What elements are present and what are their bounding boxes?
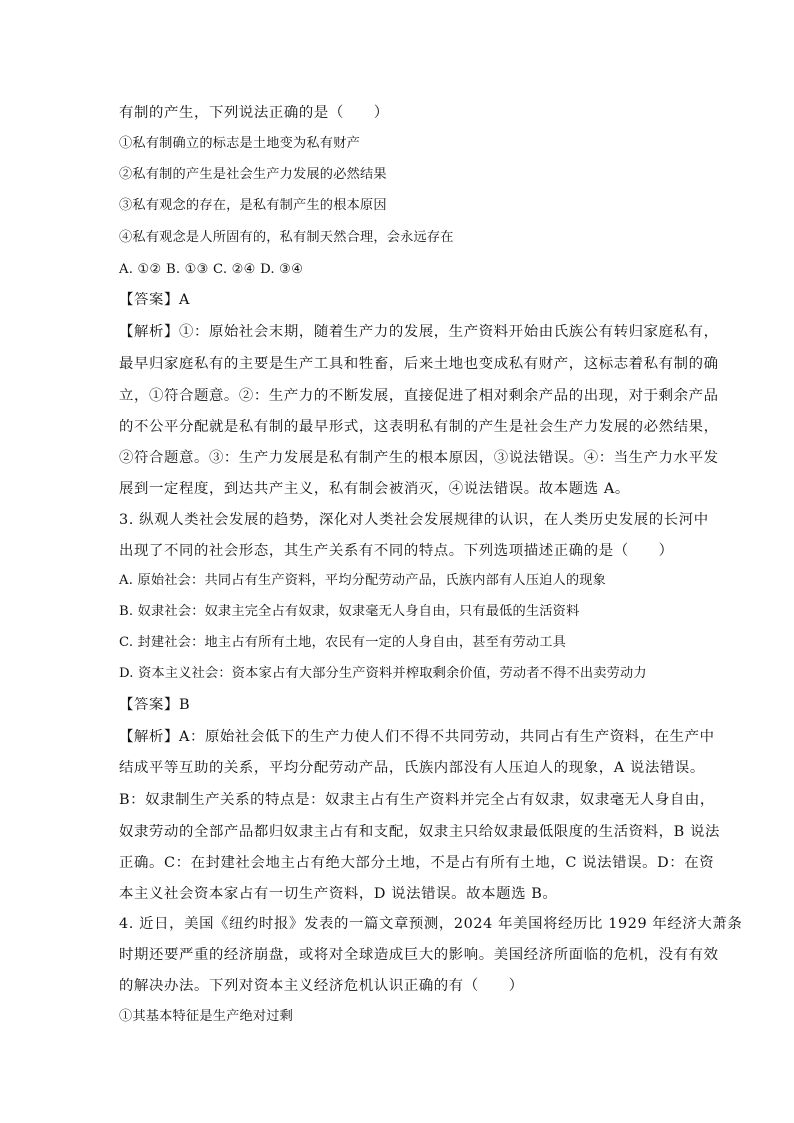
question-2-analysis-line-2: 最早归家庭私有的主要是生产工具和牲畜，后来土地也变成私有财产，这标志着私有制的确 xyxy=(119,356,719,372)
question-3-option-c: C. 封建社会：地主占有所有土地，农民有一定的人身自由，甚至有劳动工具 xyxy=(119,635,567,650)
question-2-analysis-line-5: ②符合题意。③：生产力发展是私有制产生的根本原因，③说法错误。④：当生产力水平发 xyxy=(119,450,719,466)
question-4-statement-1: ①其基本特征是生产绝对过剩 xyxy=(119,1009,294,1024)
question-4-stem-line-1: 4. 近日，美国《纽约时报》发表的一篇文章预测，2024 年美国将经历比 1929 年经济大萧条 xyxy=(119,916,743,932)
question-3-analysis-line-6: 本主义社会资本家占有一切生产资料，D 说法错误。故本题选 B。 xyxy=(119,886,558,902)
question-2-answer: 【答案】A xyxy=(119,292,190,308)
question-4-stem-line-2: 时期还要严重的经济崩盘，或将对全球造成巨大的影响。美国经济所面临的危机，没有有效 xyxy=(119,947,719,963)
question-3-stem-line-2: 出现了不同的社会形态，其生产关系有不同的特点。下列选项描述正确的是（ ） xyxy=(119,543,674,559)
question-3-answer: 【答案】B xyxy=(119,697,191,713)
question-2-analysis-line-6: 展到一定程度，到达共产主义，私有制会被消灭，④说法错误。故本题选 A。 xyxy=(119,481,630,497)
question-3-analysis-line-3: B：奴隶制生产关系的特点是：奴隶主占有生产资料并完全占有奴隶，奴隶毫无人身自由， xyxy=(119,792,715,808)
question-2-analysis-line-1: 【解析】①：原始社会末期，随着生产力的发展，生产资料开始由氏族公有转归家庭私有， xyxy=(119,324,719,340)
statement-1: ①私有制确立的标志是土地变为私有财产 xyxy=(119,136,360,151)
statement-4: ④私有观念是人所固有的，私有制天然合理，会永远存在 xyxy=(119,230,454,245)
statement-2: ②私有制的产生是社会生产力发展的必然结果 xyxy=(119,167,387,182)
question-2-options: A. ①② B. ①③ C. ②④ D. ③④ xyxy=(119,262,304,277)
question-3-stem-line-1: 3. 纵观人类社会发展的趋势，深化对人类社会发展规律的认识，在人类历史发展的长河中 xyxy=(119,512,709,528)
question-3-option-d: D. 资本主义社会：资本家占有大部分生产资料并榨取剩余价值，劳动者不得不出卖劳动力 xyxy=(119,666,647,681)
question-3-analysis-line-2: 结成平等互助的关系，平均分配劳动产品，氏族内部没有人压迫人的现象，A 说法错误。 xyxy=(119,760,705,776)
question-2-analysis-line-3: 立，①符合题意。②：生产力的不断发展，直接促进了相对剩余产品的出现，对于剩余产品 xyxy=(119,388,719,404)
question-3-option-a: A. 原始社会：共同占有生产资料，平均分配劳动产品，氏族内部有人压迫人的现象 xyxy=(119,573,607,588)
question-4-stem-line-3: 的解决办法。下列对资本主义经济危机认识正确的有（ ） xyxy=(119,978,524,994)
question-3-option-b: B. 奴隶社会：奴隶主完全占有奴隶，奴隶毫无人身自由，只有最低的生活资料 xyxy=(119,604,580,619)
statement-3: ③私有观念的存在，是私有制产生的根本原因 xyxy=(119,198,387,213)
question-3-analysis-line-1: 【解析】A：原始社会低下的生产力使人们不得不共同劳动，共同占有生产资料，在生产中 xyxy=(119,729,715,745)
question-2-stem-tail: 有制的产生，下列说法正确的是（ ） xyxy=(119,105,389,121)
question-3-analysis-line-4: 奴隶劳动的全部产品都归奴隶主占有和支配，奴隶主只给奴隶最低限度的生活资料，B 说法 xyxy=(119,824,720,840)
question-3-analysis-line-5: 正确。C：在封建社会地主占有绝大部分土地，不是占有所有土地，C 说法错误。D：在资 xyxy=(119,855,715,871)
question-2-analysis-line-4: 的不公平分配就是私有制的最早形式，这表明私有制的产生是社会生产力发展的必然结果， xyxy=(119,419,719,435)
